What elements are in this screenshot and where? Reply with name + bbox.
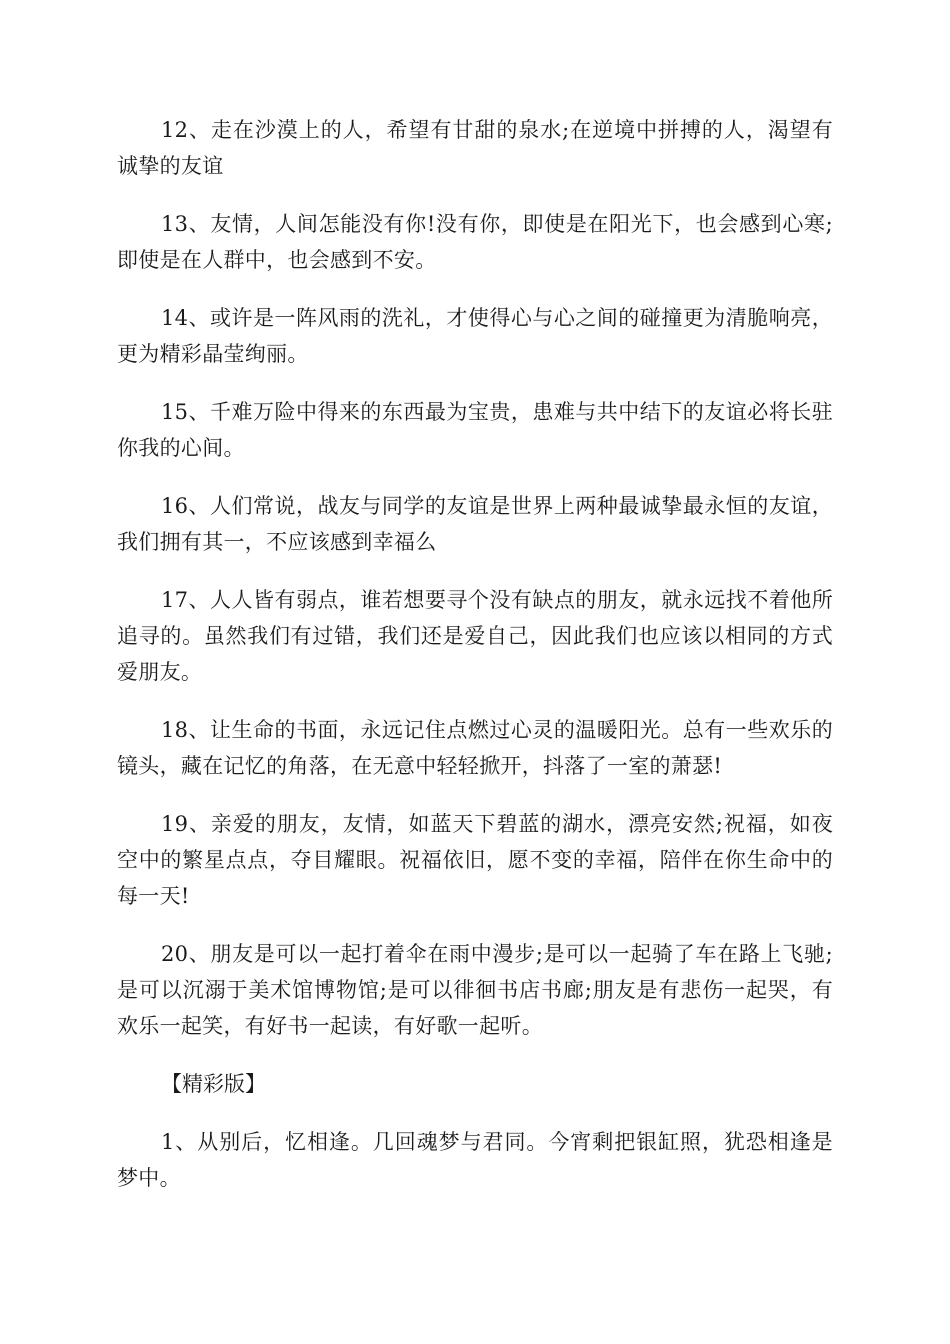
paragraph-14: 14、或许是一阵风雨的洗礼，才使得心与心之间的碰撞更为清脆响亮，更为精彩晶莹绚丽。 — [117, 306, 833, 366]
paragraph-20: 20、朋友是可以一起打着伞在雨中漫步;是可以一起骑了车在路上飞驰;是可以沉溺于美术馆博物馆;是可以徘徊书店书廊;朋友是有悲伤一起哭，有欢乐一起笑，有好书一起读，有好歌一起听。 — [117, 942, 833, 1038]
document-body — [117, 112, 833, 1218]
paragraph-15: 15、千难万险中得来的东西最为宝贵，患难与共中结下的友谊必将长驻你我的心间。 — [117, 400, 833, 460]
paragraph-16: 16、人们常说，战友与同学的友谊是世界上两种最诚挚最永恒的友谊，我们拥有其一，不应该感到幸福么 — [117, 494, 833, 554]
paragraph-13: 13、友情，人间怎能没有你!没有你，即使是在阳光下，也会感到心寒;即使是在人群中，也会感到不安。 — [117, 212, 833, 272]
section-heading: 【精彩版】 — [161, 1072, 266, 1096]
paragraph-12: 12、走在沙漠上的人，希望有甘甜的泉水;在逆境中拼搏的人，渴望有诚挚的友谊 — [117, 118, 833, 178]
paragraph-18: 18、让生命的书面，永远记住点燃过心灵的温暖阳光。总有一些欢乐的镜头，藏在记忆的角落，在无意中轻轻掀开，抖落了一室的萧瑟! — [117, 718, 833, 778]
paragraph-19: 19、亲爱的朋友，友情，如蓝天下碧蓝的湖水，漂亮安然;祝福，如夜空中的繁星点点，夺目耀眼。祝福依旧，愿不变的幸福，陪伴在你生命中的每一天! — [117, 812, 833, 908]
paragraph-17: 17、人人皆有弱点，谁若想要寻个没有缺点的朋友，就永远找不着他所追寻的。虽然我们有过错，我们还是爱自己，因此我们也应该以相同的方式爱朋友。 — [117, 588, 833, 684]
paragraph-1: 1、从别后，忆相逢。几回魂梦与君同。今宵剩把银缸照，犹恐相逢是梦中。 — [117, 1130, 833, 1190]
